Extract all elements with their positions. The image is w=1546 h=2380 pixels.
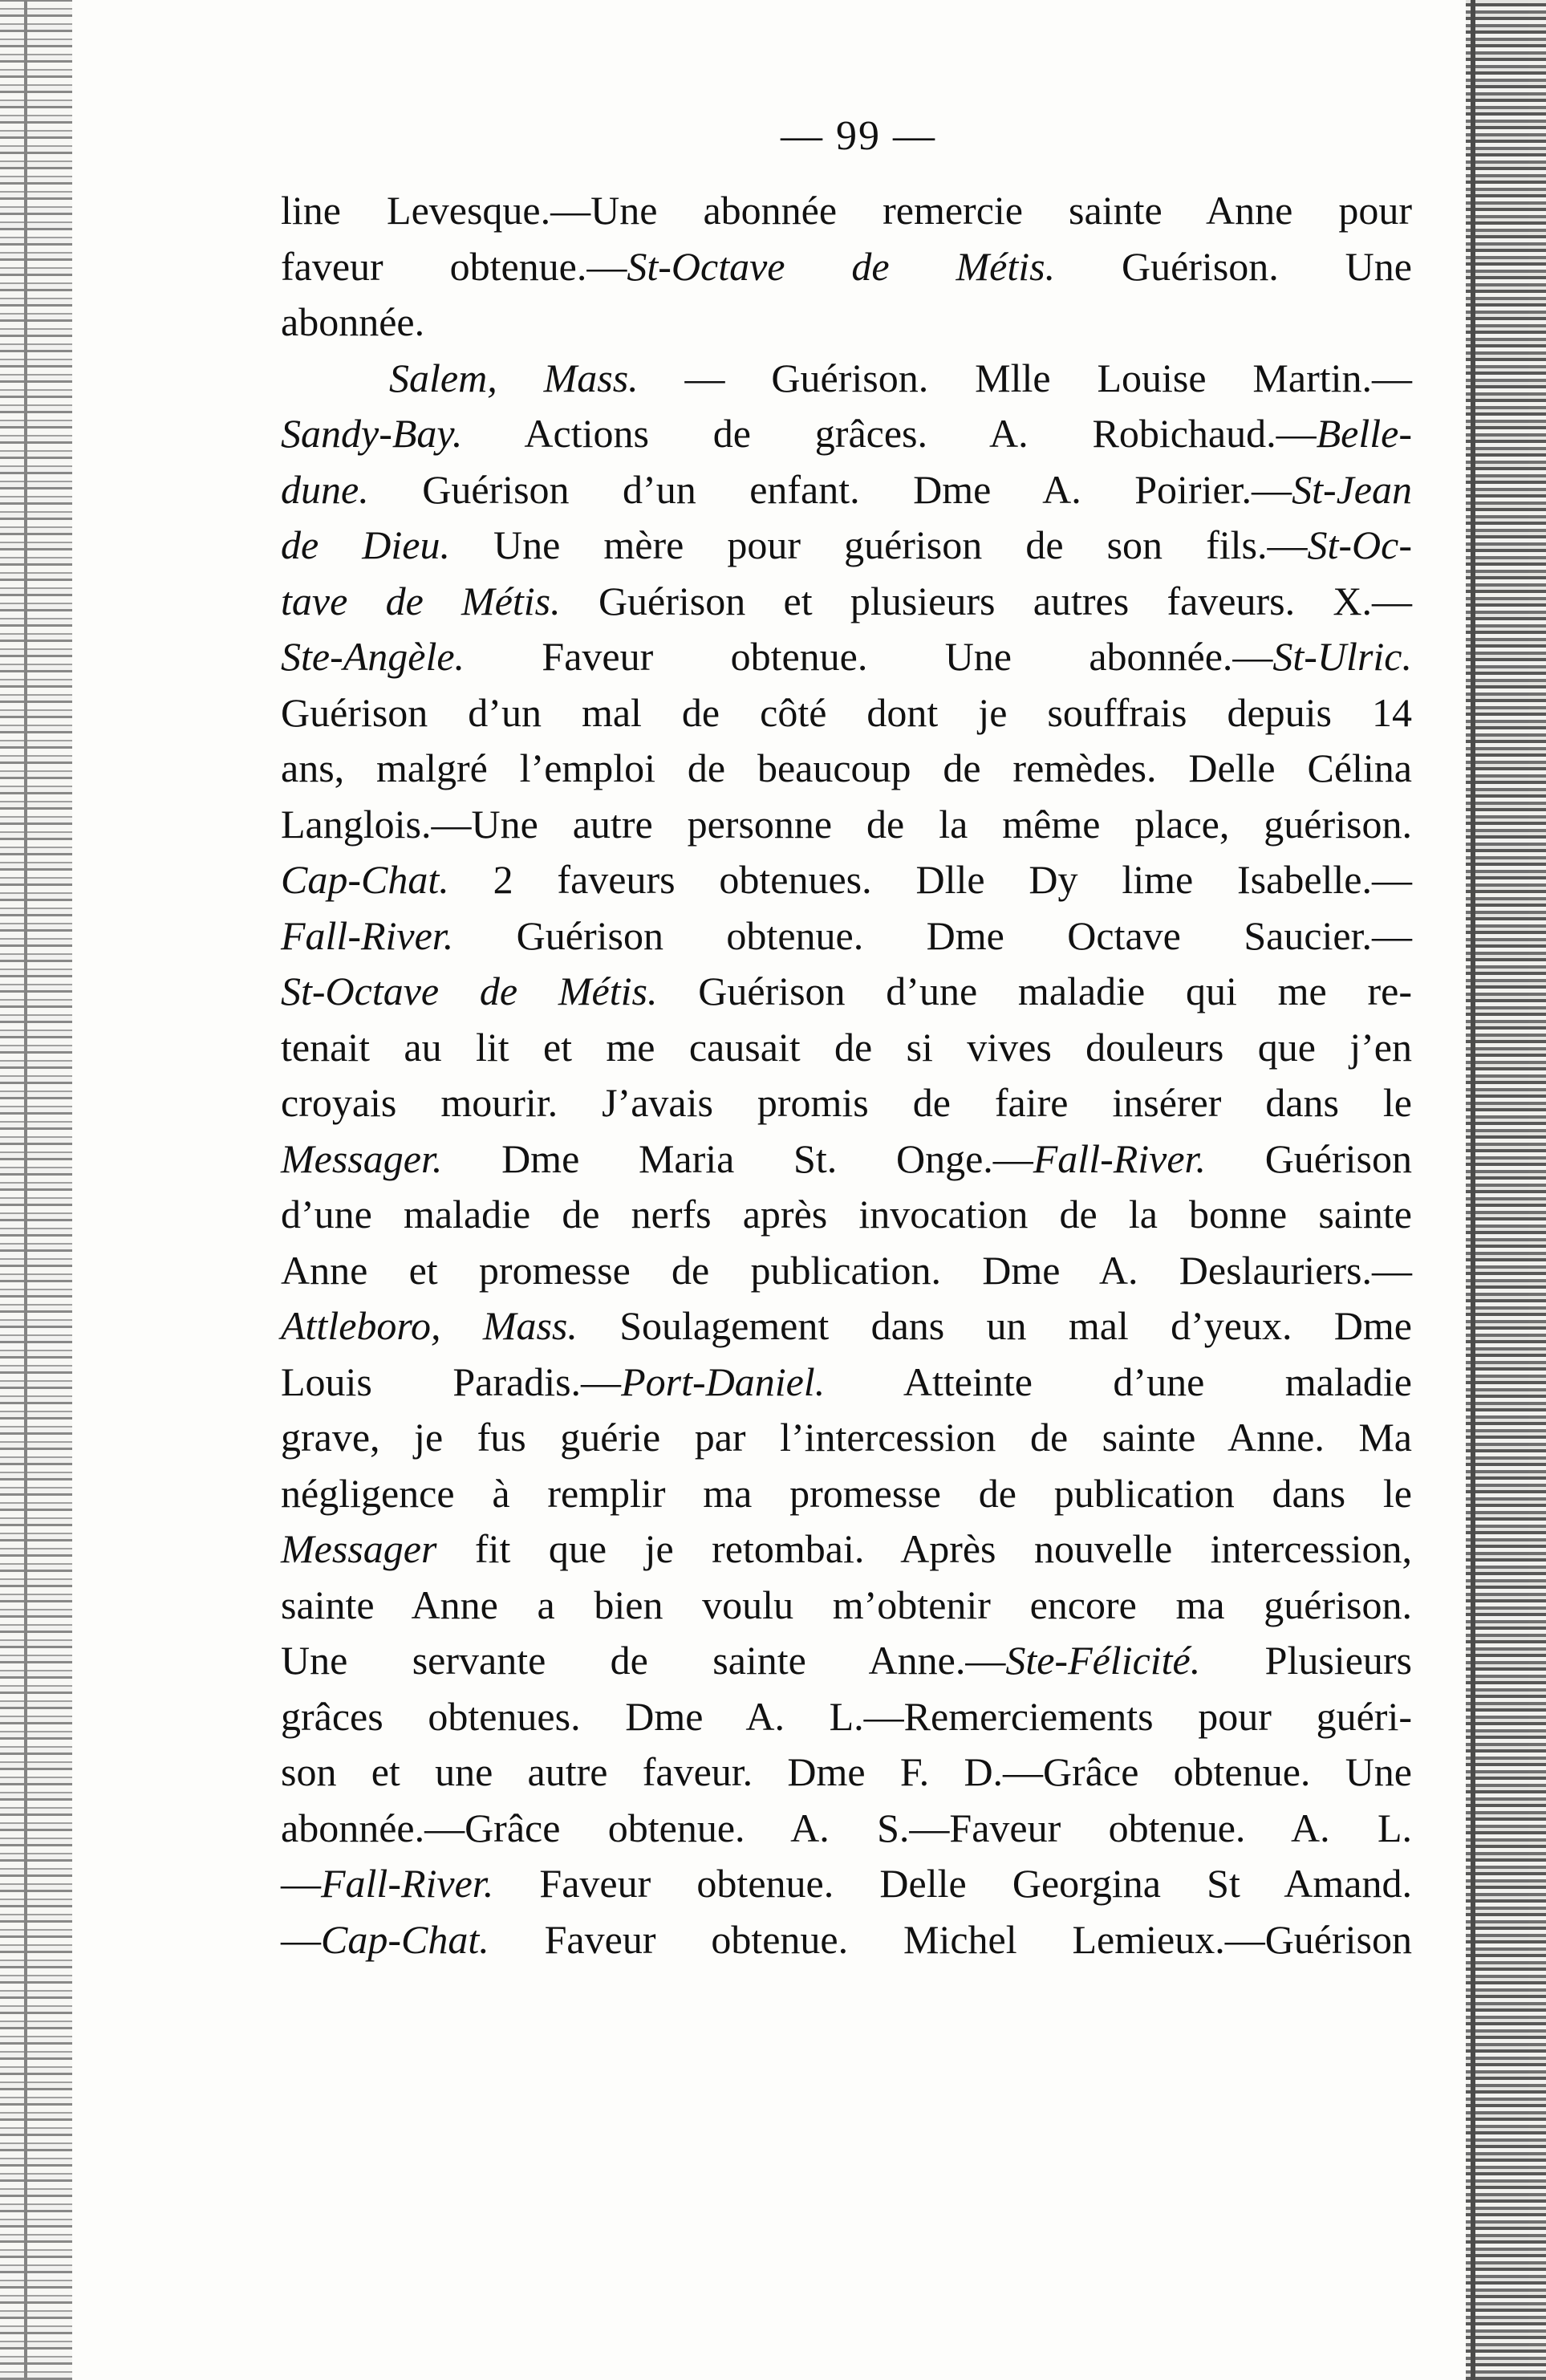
text-line: Une servante de sainte Anne.—Ste-Félicité. Plusieurs bbox=[281, 1638, 1412, 1683]
text-line: négligence à remplir ma promesse de publication dans le bbox=[281, 1470, 1412, 1516]
page-number: — 99 — bbox=[781, 113, 936, 159]
text-line: Attleboro, Mass. Soulagement dans un mal d’yeux. Dme bbox=[281, 1303, 1412, 1348]
text-line: de Dieu. Une mère pour guérison de son fils.—St-Oc- bbox=[281, 522, 1412, 567]
text-line: Sandy-Bay. Actions de grâces. A. Robichaud.—Belle- bbox=[281, 411, 1412, 456]
text-line: ans, malgré l’emploi de beaucoup de remèdes. Delle Célina bbox=[281, 745, 1412, 790]
text-line: Langlois.—Une autre personne de la même place, guérison. bbox=[281, 801, 1412, 847]
text-line: tave de Métis. Guérison et plusieurs autres faveurs. X.— bbox=[281, 578, 1412, 623]
text-line: Louis Paradis.—Port-Daniel. Atteinte d’une maladie bbox=[281, 1359, 1412, 1404]
text-line: Messager fit que je retombai. Après nouvelle intercession, bbox=[281, 1526, 1412, 1571]
text-line: Fall-River. Guérison obtenue. Dme Octave Saucier.— bbox=[281, 912, 1412, 958]
text-line: Guérison d’un mal de côté dont je souffrais depuis 14 bbox=[281, 689, 1412, 735]
body-text bbox=[281, 183, 1412, 1968]
text-line: son et une autre faveur. Dme F. D.—Grâce obtenue. Une bbox=[281, 1749, 1412, 1794]
text-line: tenait au lit et me causait de si vives douleurs que j’en bbox=[281, 1024, 1412, 1070]
text-line: —Cap-Chat. Faveur obtenue. Michel Lemieux.—Guérison bbox=[281, 1916, 1412, 1962]
text-line: sainte Anne a bien voulu m’obtenir encore ma guérison. bbox=[281, 1582, 1412, 1627]
text-line: d’une maladie de nerfs après invocation de la bonne sainte bbox=[281, 1192, 1412, 1237]
text-line: Ste-Angèle. Faveur obtenue. Une abonnée.—St-Ulric. bbox=[281, 634, 1412, 679]
text-line: Anne et promesse de publication. Dme A. Deslauriers.— bbox=[281, 1247, 1412, 1293]
text-line: Cap-Chat. 2 faveurs obtenues. Dlle Dy lime Isabelle.— bbox=[281, 857, 1412, 902]
scan-edge-right bbox=[1466, 0, 1546, 2380]
text-line: —Fall-River. Faveur obtenue. Delle Georgina St Amand. bbox=[281, 1861, 1412, 1906]
text-line: grave, je fus guérie par l’intercession de sainte Anne. Ma bbox=[281, 1415, 1412, 1460]
text-line: grâces obtenues. Dme A. L.—Remerciements pour guéri- bbox=[281, 1693, 1412, 1739]
text-line: abonnée. bbox=[281, 299, 425, 344]
text-line: St-Octave de Métis. Guérison d’une maladie qui me re- bbox=[281, 969, 1412, 1013]
scan-binding-edge-left bbox=[0, 0, 72, 2380]
text-line: line Levesque.—Une abonnée remercie sainte Anne pour bbox=[281, 188, 1412, 233]
text-line: abonnée.—Grâce obtenue. A. S.—Faveur obtenue. A. L. bbox=[281, 1805, 1412, 1850]
text-line: faveur obtenue.—St-Octave de Métis. Guérison. Une bbox=[281, 243, 1412, 289]
text-line: croyais mourir. J’avais promis de faire insérer dans le bbox=[281, 1080, 1412, 1125]
text-line: Salem, Mass. — Guérison. Mlle Louise Martin.— bbox=[389, 355, 1412, 400]
text-line: Messager. Dme Maria St. Onge.—Fall-River. Guérison bbox=[281, 1135, 1412, 1181]
text-line: dune. Guérison d’un enfant. Dme A. Poirier.—St-Jean bbox=[281, 466, 1412, 512]
